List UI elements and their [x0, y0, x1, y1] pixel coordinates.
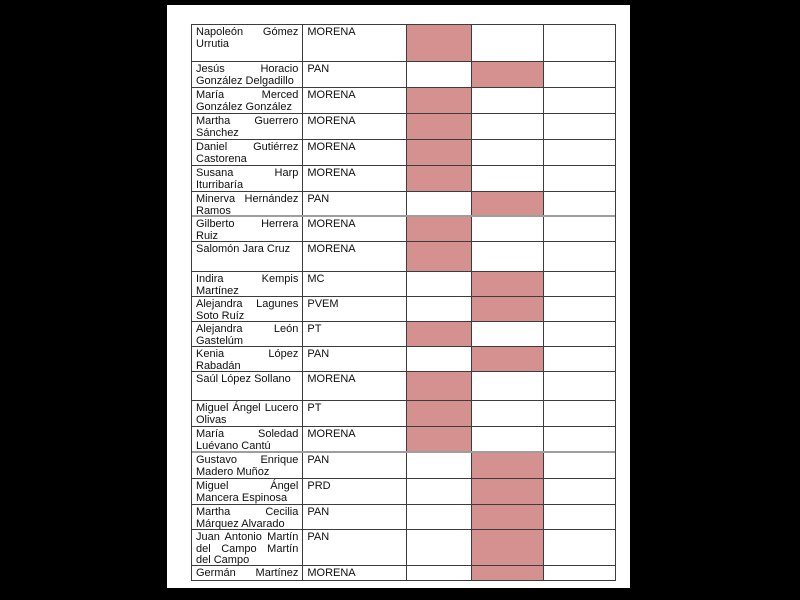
- name-cell: Gustavo Enrique Madero Muñoz: [192, 453, 303, 478]
- party-cell: PAN: [303, 347, 406, 371]
- mark-cell-1: [407, 479, 473, 504]
- table-row: [192, 372, 615, 401]
- table-row: [192, 114, 615, 140]
- mark-cell-2: [472, 166, 544, 191]
- table-row: [192, 427, 615, 453]
- mark-cell-3: [544, 505, 615, 529]
- name-cell: Saúl López Sollano: [192, 372, 303, 400]
- table-row: [192, 530, 615, 566]
- party-cell: PRD: [303, 479, 406, 504]
- mark-cell-1: [407, 166, 473, 191]
- mark-cell-2: [472, 401, 544, 426]
- mark-cell-3: [544, 347, 615, 371]
- table-row: [192, 166, 615, 192]
- name-cell: Gilberto Herrera Ruiz: [192, 217, 303, 241]
- mark-cell-2: [472, 479, 544, 504]
- party-cell: MORENA: [303, 372, 406, 400]
- table-row: [192, 140, 615, 166]
- mark-cell-1: [407, 25, 473, 61]
- table-row: [192, 479, 615, 505]
- mark-cell-1: [407, 566, 473, 580]
- mark-cell-2: [472, 140, 544, 165]
- name-cell: Alejandra León Gastelúm: [192, 322, 303, 346]
- mark-cell-1: [407, 192, 473, 215]
- mark-cell-3: [544, 427, 615, 451]
- mark-cell-1: [407, 242, 473, 271]
- mark-cell-2: [472, 530, 544, 565]
- mark-cell-2: [472, 453, 544, 478]
- mark-cell-1: [407, 530, 473, 565]
- party-cell: MC: [303, 272, 406, 296]
- mark-cell-3: [544, 88, 615, 113]
- document-page: [167, 5, 630, 588]
- mark-cell-2: [472, 217, 544, 241]
- name-cell: Napoleón Gómez Urrutia: [192, 25, 303, 61]
- mark-cell-2: [472, 322, 544, 346]
- name-cell: Germán Martínez: [192, 566, 303, 580]
- mark-cell-1: [407, 297, 473, 321]
- name-cell: Martha Cecilia Márquez Alvarado: [192, 505, 303, 529]
- party-cell: MORENA: [303, 88, 406, 113]
- mark-cell-3: [544, 322, 615, 346]
- mark-cell-2: [472, 427, 544, 451]
- name-cell: Susana Harp Iturribaría: [192, 166, 303, 191]
- table-row: [192, 192, 615, 217]
- table-row: [192, 347, 615, 372]
- mark-cell-1: [407, 322, 473, 346]
- table-row: [192, 505, 615, 530]
- name-cell: María Merced González González: [192, 88, 303, 113]
- mark-cell-3: [544, 217, 615, 241]
- mark-cell-1: [407, 372, 473, 400]
- mark-cell-3: [544, 297, 615, 321]
- mark-cell-1: [407, 505, 473, 529]
- table-row: [192, 242, 615, 272]
- name-cell: Daniel Gutiérrez Castorena: [192, 140, 303, 165]
- mark-cell-1: [407, 453, 473, 478]
- mark-cell-3: [544, 453, 615, 478]
- mark-cell-1: [407, 272, 473, 296]
- table-row: [192, 25, 615, 62]
- mark-cell-2: [472, 566, 544, 580]
- party-cell: PAN: [303, 62, 406, 87]
- table-row: [192, 62, 615, 88]
- mark-cell-3: [544, 372, 615, 400]
- mark-cell-1: [407, 114, 473, 139]
- mark-cell-3: [544, 114, 615, 139]
- mark-cell-3: [544, 62, 615, 87]
- mark-cell-3: [544, 401, 615, 426]
- mark-cell-2: [472, 25, 544, 61]
- mark-cell-3: [544, 530, 615, 565]
- mark-cell-1: [407, 88, 473, 113]
- mark-cell-1: [407, 217, 473, 241]
- name-cell: María Soledad Luévano Cantú: [192, 427, 303, 451]
- table-row: [192, 322, 615, 347]
- name-cell: Miguel Ángel Lucero Olivas: [192, 401, 303, 426]
- table-row: [192, 217, 615, 242]
- mark-cell-3: [544, 566, 615, 580]
- party-cell: MORENA: [303, 140, 406, 165]
- name-cell: Miguel Ángel Mancera Espinosa: [192, 479, 303, 504]
- roll-call-table: [191, 24, 616, 581]
- table-row: [192, 272, 615, 297]
- mark-cell-1: [407, 140, 473, 165]
- mark-cell-3: [544, 272, 615, 296]
- mark-cell-2: [472, 372, 544, 400]
- table-row: [192, 566, 615, 580]
- mark-cell-2: [472, 88, 544, 113]
- name-cell: Minerva Hernández Ramos: [192, 192, 303, 215]
- mark-cell-2: [472, 114, 544, 139]
- name-cell: Salomón Jara Cruz: [192, 242, 303, 271]
- table-row: [192, 401, 615, 427]
- mark-cell-2: [472, 192, 544, 215]
- name-cell: Juan Antonio Martín del Campo Martín del Campo: [192, 530, 303, 565]
- party-cell: PAN: [303, 530, 406, 565]
- mark-cell-1: [407, 401, 473, 426]
- mark-cell-3: [544, 192, 615, 215]
- mark-cell-3: [544, 25, 615, 61]
- table-row: [192, 297, 615, 322]
- mark-cell-3: [544, 140, 615, 165]
- mark-cell-1: [407, 62, 473, 87]
- party-cell: PAN: [303, 192, 406, 215]
- mark-cell-2: [472, 347, 544, 371]
- party-cell: PT: [303, 322, 406, 346]
- party-cell: MORENA: [303, 166, 406, 191]
- party-cell: PAN: [303, 505, 406, 529]
- name-cell: Alejandra Lagunes Soto Ruíz: [192, 297, 303, 321]
- mark-cell-1: [407, 427, 473, 451]
- party-cell: MORENA: [303, 427, 406, 451]
- mark-cell-2: [472, 62, 544, 87]
- party-cell: MORENA: [303, 217, 406, 241]
- party-cell: MORENA: [303, 114, 406, 139]
- mark-cell-2: [472, 272, 544, 296]
- table-row: [192, 453, 615, 479]
- name-cell: Jesús Horacio González Delgadillo: [192, 62, 303, 87]
- party-cell: MORENA: [303, 25, 406, 61]
- party-cell: MORENA: [303, 242, 406, 271]
- mark-cell-2: [472, 505, 544, 529]
- mark-cell-2: [472, 297, 544, 321]
- name-cell: Martha Guerrero Sánchez: [192, 114, 303, 139]
- party-cell: PT: [303, 401, 406, 426]
- name-cell: Indira Kempis Martínez: [192, 272, 303, 296]
- party-cell: PVEM: [303, 297, 406, 321]
- mark-cell-3: [544, 166, 615, 191]
- table-row: [192, 88, 615, 114]
- mark-cell-1: [407, 347, 473, 371]
- mark-cell-3: [544, 242, 615, 271]
- mark-cell-2: [472, 242, 544, 271]
- party-cell: MORENA: [303, 566, 406, 580]
- party-cell: PAN: [303, 453, 406, 478]
- mark-cell-3: [544, 479, 615, 504]
- name-cell: Kenia López Rabadán: [192, 347, 303, 371]
